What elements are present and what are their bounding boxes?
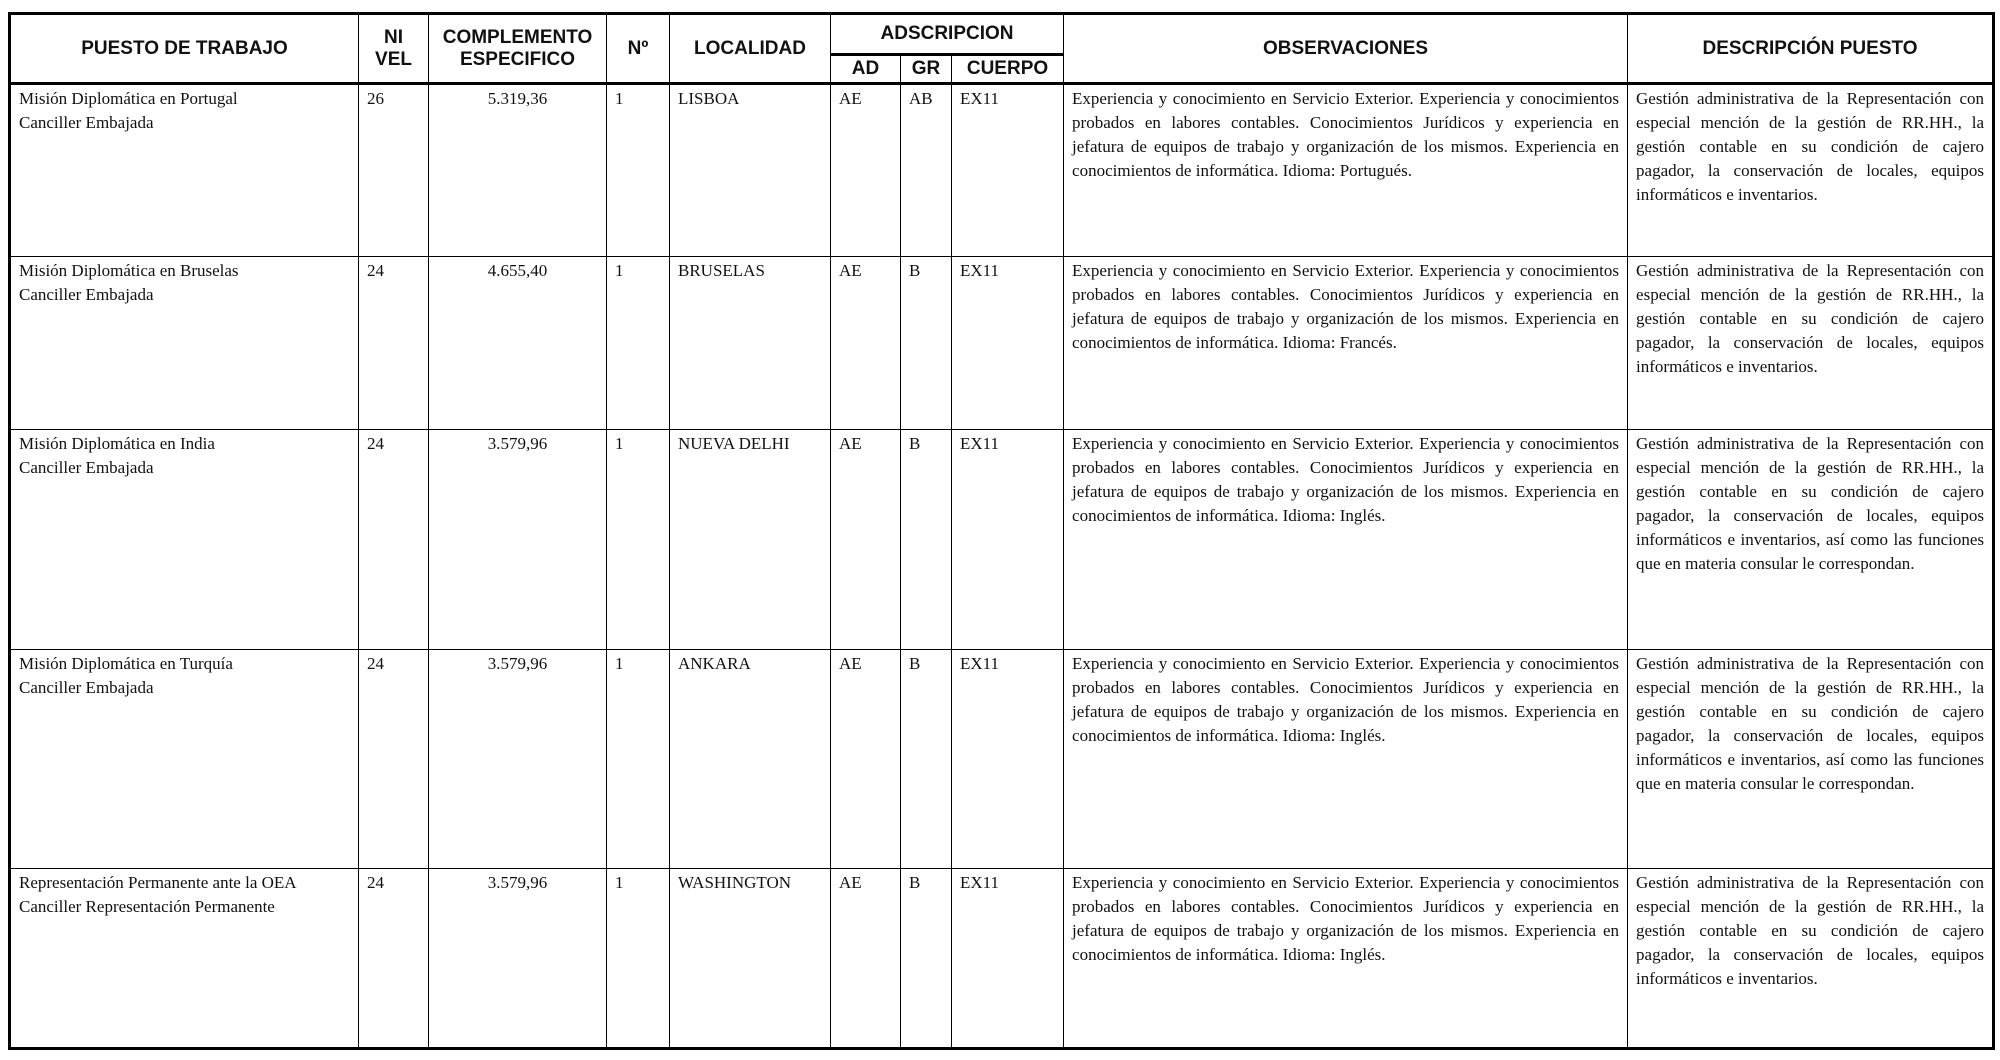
header-ad: AD [831,55,901,84]
table-row [10,84,1994,257]
cell-complemento: 3.579,96 [429,649,607,869]
cell-descripcion: Gestión administrativa de la Representación con especial mención de la gestión de RR.HH., la gestión contable en su condición de cajero pagador, la conservación de locales, equipos informáticos e inventarios, así como las funciones que en materia consular le correspondan. [1628,429,1994,649]
header-localidad: LOCALIDAD [670,14,831,84]
cell-numero: 1 [607,257,670,429]
cell-numero: 1 [607,869,670,1049]
cell-complemento: 3.579,96 [429,869,607,1049]
cell-numero: 1 [607,649,670,869]
cell-cuerpo: EX11 [952,429,1064,649]
cell-descripcion: Gestión administrativa de la Representación con especial mención de la gestión de RR.HH., la gestión contable en su condición de cajero pagador, la conservación de locales, equipos informáticos e inventarios, así como las funciones que en materia consular le correspondan. [1628,649,1994,869]
header-complemento: COMPLEMENTO ESPECIFICO [429,14,607,84]
cell-ad: AE [831,649,901,869]
cell-cuerpo: EX11 [952,84,1064,257]
cell-observaciones: Experiencia y conocimiento en Servicio Exterior. Experiencia y conocimientos probados en labores contables. Conocimientos Jurídicos y experiencia en jefatura de equipos de trabajo y organización de los mismos. Experiencia en conocimientos de informática. Idioma: Portugués. [1064,84,1628,257]
cell-localidad: NUEVA DELHI [670,429,831,649]
cell-complemento: 3.579,96 [429,429,607,649]
header-row [10,14,1994,55]
cell-observaciones: Experiencia y conocimiento en Servicio Exterior. Experiencia y conocimientos probados en labores contables. Conocimientos Jurídicos y experiencia en jefatura de equipos de trabajo y organización de los mismos. Experiencia en conocimientos de informática. Idioma: Inglés. [1064,429,1628,649]
header-cuerpo: CUERPO [952,55,1064,84]
cell-puesto: Misión Diplomática en India Canciller Embajada [10,429,359,649]
cell-puesto: Misión Diplomática en Turquía Canciller Embajada [10,649,359,869]
cell-cuerpo: EX11 [952,869,1064,1049]
document-page [8,12,1992,1050]
cell-gr: B [901,649,952,869]
header-puesto: PUESTO DE TRABAJO [10,14,359,84]
table-row [10,649,1994,869]
cell-gr: AB [901,84,952,257]
cell-ad: AE [831,84,901,257]
cell-localidad: ANKARA [670,649,831,869]
cell-gr: B [901,257,952,429]
table-row [10,257,1994,429]
cell-observaciones: Experiencia y conocimiento en Servicio Exterior. Experiencia y conocimientos probados en labores contables. Conocimientos Jurídicos y experiencia en jefatura de equipos de trabajo y organización de los mismos. Experiencia en conocimientos de informática. Idioma: Inglés. [1064,649,1628,869]
cell-observaciones: Experiencia y conocimiento en Servicio Exterior. Experiencia y conocimientos probados en labores contables. Conocimientos Jurídicos y experiencia en jefatura de equipos de trabajo y organización de los mismos. Experiencia en conocimientos de informática. Idioma: Francés. [1064,257,1628,429]
cell-puesto: Misión Diplomática en Bruselas Canciller Embajada [10,257,359,429]
cell-ad: AE [831,869,901,1049]
cell-nivel: 24 [359,429,429,649]
table-row [10,869,1994,1049]
header-gr: GR [901,55,952,84]
cell-localidad: WASHINGTON [670,869,831,1049]
cell-ad: AE [831,429,901,649]
cell-puesto: Misión Diplomática en Portugal Canciller Embajada [10,84,359,257]
cell-gr: B [901,869,952,1049]
cell-complemento: 4.655,40 [429,257,607,429]
cell-localidad: BRUSELAS [670,257,831,429]
cell-puesto: Representación Permanente ante la OEA Canciller Representación Permanente [10,869,359,1049]
header-observaciones: OBSERVACIONES [1064,14,1628,84]
cell-ad: AE [831,257,901,429]
cell-descripcion: Gestión administrativa de la Representación con especial mención de la gestión de RR.HH., la gestión contable en su condición de cajero pagador, la conservación de locales, equipos informáticos e inventarios. [1628,869,1994,1049]
cell-cuerpo: EX11 [952,649,1064,869]
cell-numero: 1 [607,429,670,649]
cell-nivel: 24 [359,257,429,429]
cell-nivel: 24 [359,649,429,869]
cell-cuerpo: EX11 [952,257,1064,429]
cell-complemento: 5.319,36 [429,84,607,257]
cell-observaciones: Experiencia y conocimiento en Servicio Exterior. Experiencia y conocimientos probados en labores contables. Conocimientos Jurídicos y experiencia en jefatura de equipos de trabajo y organización de los mismos. Experiencia en conocimientos de informática. Idioma: Inglés. [1064,869,1628,1049]
cell-numero: 1 [607,84,670,257]
job-positions-table [8,12,1995,1050]
cell-gr: B [901,429,952,649]
cell-localidad: LISBOA [670,84,831,257]
header-nivel: NI VEL [359,14,429,84]
header-descripcion: DESCRIPCIÓN PUESTO [1628,14,1994,84]
cell-nivel: 24 [359,869,429,1049]
table-row [10,429,1994,649]
cell-descripcion: Gestión administrativa de la Representación con especial mención de la gestión de RR.HH., la gestión contable en su condición de cajero pagador, la conservación de locales, equipos informáticos e inventarios. [1628,84,1994,257]
header-numero: Nº [607,14,670,84]
header-adscripcion: ADSCRIPCION [831,14,1064,55]
cell-nivel: 26 [359,84,429,257]
cell-descripcion: Gestión administrativa de la Representación con especial mención de la gestión de RR.HH., la gestión contable en su condición de cajero pagador, la conservación de locales, equipos informáticos e inventarios. [1628,257,1994,429]
